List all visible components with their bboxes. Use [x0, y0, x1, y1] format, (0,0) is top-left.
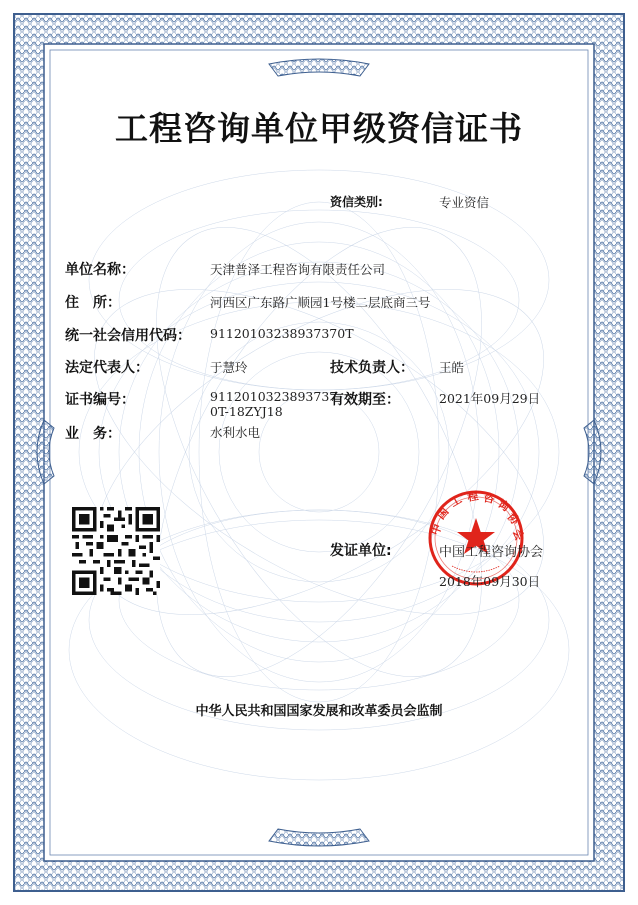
- issuer-name: 中国工程咨询协会: [439, 545, 544, 560]
- svg-text:中: 中: [428, 522, 445, 538]
- credit-code-label: 统一社会信用代码：: [65, 328, 191, 344]
- address-label: 住 所：: [65, 295, 121, 311]
- svg-text:咨: 咨: [482, 491, 496, 506]
- svg-text:会: 会: [510, 527, 526, 543]
- tech-lead-label: 技术负责人：: [330, 360, 414, 376]
- svg-text:询: 询: [495, 497, 512, 515]
- valid-until-value: 2021年09月29日: [439, 391, 541, 406]
- legal-rep-value: 于慧玲: [210, 360, 248, 375]
- business-label: 业 务：: [65, 426, 121, 442]
- legal-rep-label: 法定代表人：: [65, 360, 149, 376]
- cert-no-value-line2: 0T-18ZYJ18: [210, 404, 283, 419]
- supervisor-footer: 中华人民共和国国家发展和改革委员会监制: [195, 704, 443, 719]
- svg-text:程: 程: [466, 489, 480, 504]
- address-value: 河西区广东路广顺园1号楼二层底商三号: [210, 295, 431, 310]
- qualification-type-label: 资信类别:: [330, 195, 383, 209]
- qr-code-icon: [72, 507, 160, 595]
- svg-text:工: 工: [448, 492, 465, 510]
- certificate-title: 工程咨询单位甲级资信证书: [115, 109, 523, 148]
- qualification-type-value: 专业资信: [439, 195, 490, 210]
- cert-no-label: 证书编号：: [65, 392, 135, 408]
- valid-until-label: 有效期至：: [330, 392, 400, 408]
- issue-date: 2018年09月30日: [439, 574, 541, 589]
- tech-lead-value: 王皓: [439, 360, 465, 375]
- svg-text:协: 协: [504, 510, 522, 528]
- cert-no-value-line1: 9112010323893737: [210, 389, 338, 404]
- credit-code-value: 91120103238937370T: [210, 326, 354, 341]
- svg-text:国: 国: [434, 505, 452, 522]
- business-value: 水利水电: [210, 425, 261, 440]
- issuer-label: 发证单位:: [330, 543, 392, 559]
- unit-name-label: 单位名称：: [65, 262, 135, 278]
- unit-name-value: 天津普泽工程咨询有限责任公司: [210, 262, 386, 277]
